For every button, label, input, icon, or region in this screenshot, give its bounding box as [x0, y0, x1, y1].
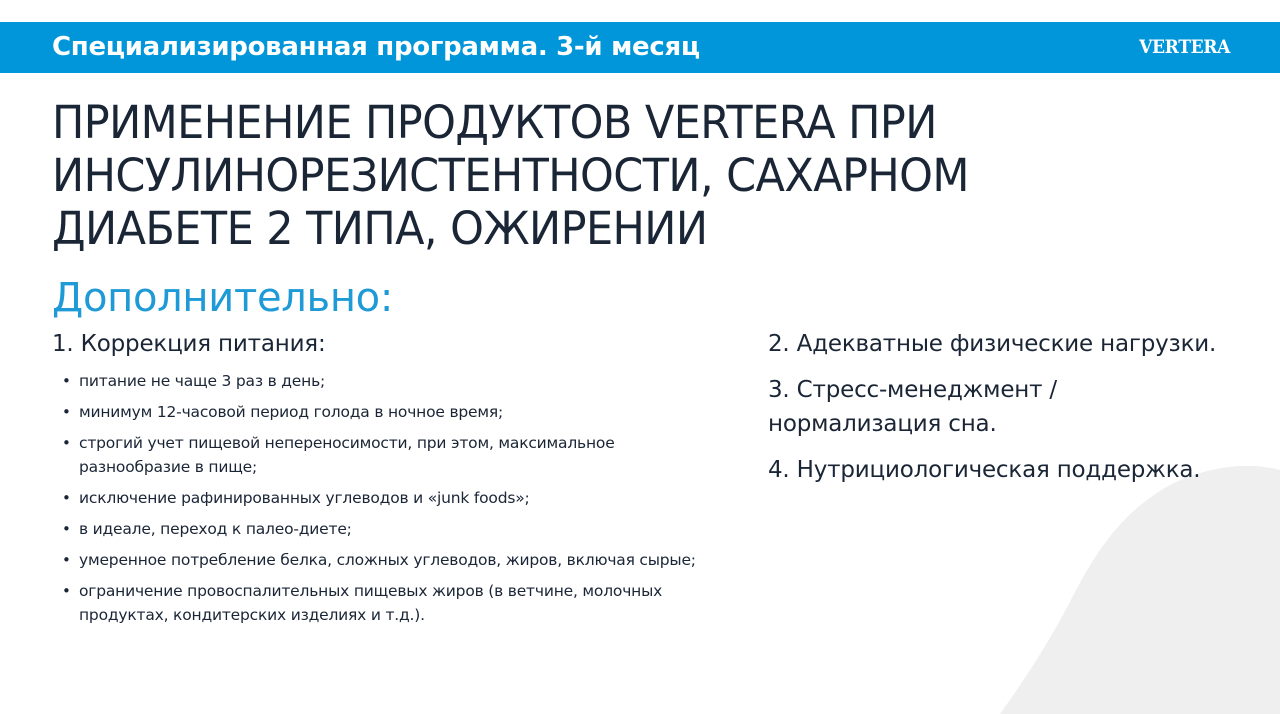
- stress-management-item: 3. Стресс-менеджмент / нормализация сна.: [768, 377, 1057, 437]
- additional-measures-section: [768, 327, 1228, 499]
- bullet-dot-icon: •: [62, 434, 71, 452]
- bullet-item: [52, 579, 712, 627]
- bullet-text: умеренное потребление белка, сложных углеводов, жиров, включая сырые;: [79, 551, 696, 569]
- bullet-text: в идеале, переход к палео-диете;: [79, 520, 352, 538]
- main-title-line-3: ДИАБЕТЕ 2 ТИПА, ОЖИРЕНИИ: [52, 202, 708, 255]
- nutrition-bullet-list: [52, 369, 712, 627]
- brand-logo: VERTERA: [1139, 36, 1230, 58]
- section-heading: Дополнительно:: [52, 275, 394, 321]
- bullet-text: питание не чаще 3 раз в день;: [79, 372, 326, 390]
- nutritional-support-item: 4. Нутрициологическая поддержка.: [768, 457, 1201, 483]
- bullet-dot-icon: •: [62, 582, 71, 600]
- header-bar: [0, 22, 1280, 73]
- bullet-dot-icon: •: [62, 520, 71, 538]
- bullet-item: [52, 548, 712, 572]
- nutrition-correction-heading: 1. Коррекция питания:: [52, 331, 326, 357]
- main-title-line-1: ПРИМЕНЕНИЕ ПРОДУКТОВ VERTERA ПРИ: [52, 96, 937, 149]
- bullet-dot-icon: •: [62, 489, 71, 507]
- nutrition-correction-section: [52, 330, 712, 634]
- main-title: [52, 96, 1252, 255]
- bullet-dot-icon: •: [62, 403, 71, 421]
- bullet-dot-icon: •: [62, 372, 71, 390]
- bullet-item: [52, 486, 712, 510]
- bullet-text: ограничение провоспалительных пищевых жиров (в ветчине, молочных продуктах, кондитерских изделиях и т.д.).: [79, 582, 663, 624]
- physical-activity-item: 2. Адекватные физические нагрузки.: [768, 331, 1217, 357]
- bullet-dot-icon: •: [62, 551, 71, 569]
- bullet-item: [52, 400, 712, 424]
- bullet-item: [52, 369, 712, 393]
- bullet-item: [52, 431, 712, 479]
- bullet-item: [52, 517, 712, 541]
- main-title-line-2: ИНСУЛИНОРЕЗИСТЕНТНОСТИ, САХАРНОМ: [52, 149, 969, 202]
- bullet-text: строгий учет пищевой непереносимости, при этом, максимальное разнообразие в пище;: [79, 434, 615, 476]
- header-title: Специализированная программа. 3-й месяц: [52, 32, 700, 62]
- bullet-text: минимум 12-часовой период голода в ночное время;: [79, 403, 503, 421]
- bullet-text: исключение рафинированных углеводов и «junk foods»;: [79, 489, 530, 507]
